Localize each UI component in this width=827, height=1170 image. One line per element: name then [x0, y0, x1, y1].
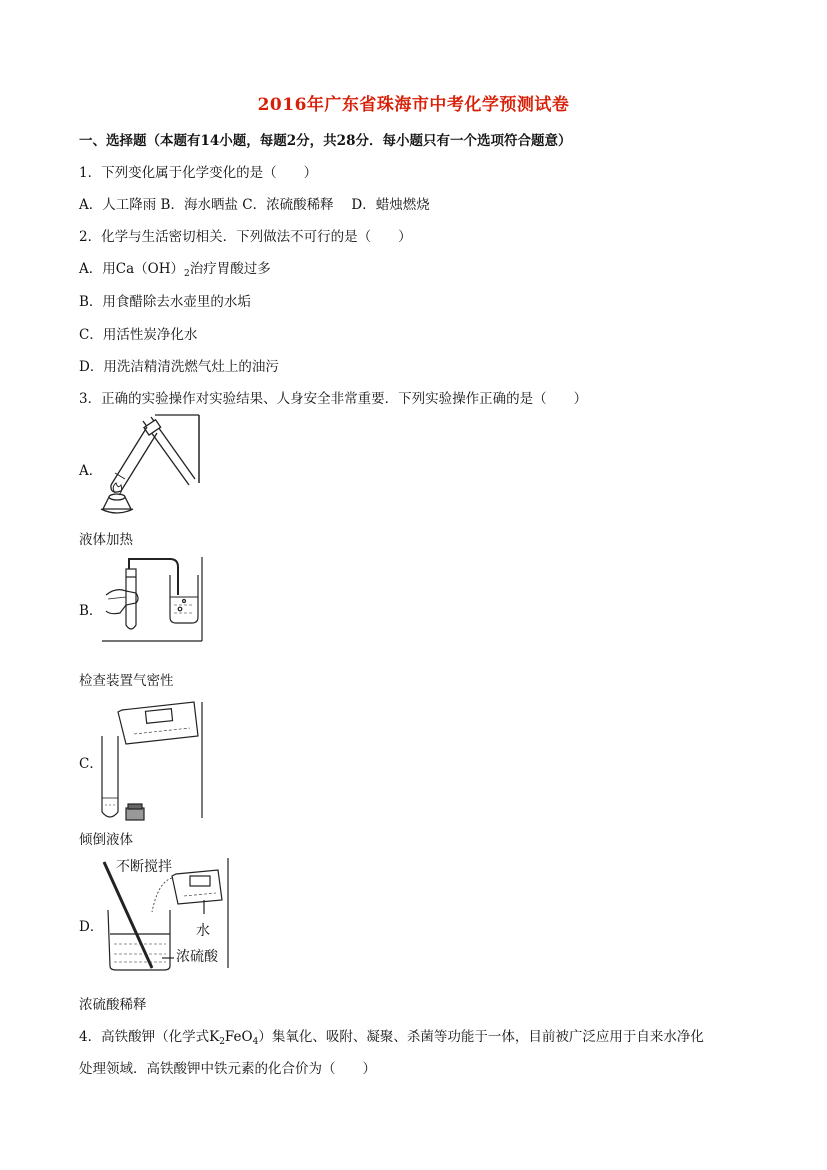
- fig-label-acid: 浓硫酸: [176, 949, 218, 965]
- q3-d-caption: 浓硫酸稀释: [79, 997, 147, 1013]
- q1-options: A．人工降雨 B．海水晒盐 C．浓硫酸稀释 D．蜡烛燃烧: [79, 197, 430, 213]
- q4-stem-line2: 处理领域．高铁酸钾中铁元素的化合价为（ ）: [79, 1061, 376, 1077]
- q2-a-suffix: 治疗胃酸过多: [189, 261, 271, 277]
- q4-stem-suffix: ）集氧化、吸附、凝聚、杀菌等功能于一体，目前被广泛应用于自来水净化: [258, 1029, 704, 1045]
- q4-stem-mid: FeO: [224, 1029, 253, 1045]
- q4-subscript-1: 2: [219, 1037, 225, 1047]
- section-heading: 一、选择题（本题有14小题，每题2分，共28分．每小题只有一个选项符合题意）: [79, 133, 572, 149]
- q4-stem-prefix: 4．高铁酸钾（化学式K: [79, 1029, 220, 1045]
- q3-c-caption: 倾倒液体: [79, 832, 133, 848]
- q3-c-label: C．: [79, 756, 103, 772]
- pouring-liquid-figure: [98, 700, 206, 824]
- q2-option-b: B．用食醋除去水壶里的水垢: [79, 294, 251, 310]
- q3-b-label: B．: [79, 603, 103, 619]
- q2-a-prefix: A．用Ca（OH）: [79, 261, 184, 277]
- airtightness-check-figure: [100, 555, 205, 645]
- q2-stem: 2．化学与生活密切相关．下列做法不可行的是（ ）: [79, 229, 412, 245]
- q2-option-a: [79, 260, 271, 283]
- fig-label-stir: 不断搅拌: [116, 859, 172, 875]
- q3-stem: 3．正确的实验操作对实验结果、人身安全非常重要．下列实验操作正确的是（ ）: [79, 391, 588, 407]
- liquid-heating-figure: [97, 413, 201, 517]
- page-title: 2016年广东省珠海市中考化学预测试卷: [257, 95, 570, 115]
- q3-d-label: D．: [79, 919, 104, 935]
- acid-dilution-figure: [100, 856, 232, 974]
- fig-label-water: 水: [196, 923, 210, 939]
- q3-b-caption: 检查装置气密性: [79, 673, 174, 689]
- q2-option-d: D．用洗洁精清洗燃气灶上的油污: [79, 359, 279, 375]
- q2-a-subscript: 2: [183, 269, 190, 279]
- q4-subscript-2: 4: [252, 1037, 259, 1047]
- q3-a-label: A．: [79, 463, 103, 479]
- q2-option-c: C．用活性炭净化水: [79, 327, 198, 343]
- q3-a-caption: 液体加热: [79, 532, 133, 548]
- q4-stem: [79, 1028, 704, 1051]
- q1-stem: 1．下列变化属于化学变化的是（ ）: [79, 165, 318, 181]
